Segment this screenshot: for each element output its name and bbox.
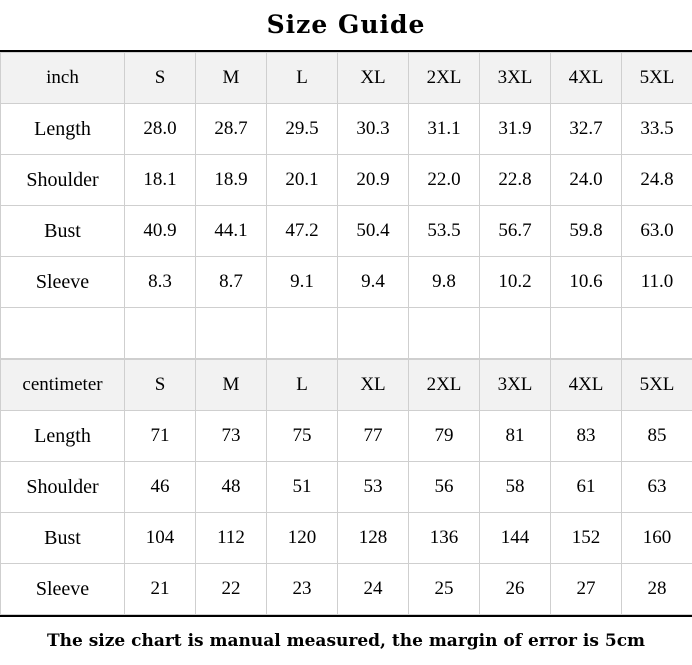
size-header-m: M	[196, 53, 267, 104]
table-row	[1, 462, 692, 513]
cell-bust-inch-5xl: 63.0	[622, 206, 692, 257]
cell-sleeve-cm-m: 22	[196, 564, 267, 615]
cell-bust-cm-l: 120	[267, 513, 338, 564]
centimeter-size-table	[0, 359, 692, 615]
cell-sleeve-cm-s: 21	[125, 564, 196, 615]
cell-shoulder-cm-2xl: 56	[409, 462, 480, 513]
cm-unit-label: centimeter	[1, 360, 125, 411]
cm-header-row	[1, 360, 692, 411]
cell-shoulder-inch-s: 18.1	[125, 155, 196, 206]
cell-bust-inch-s: 40.9	[125, 206, 196, 257]
cell-sleeve-inch-m: 8.7	[196, 257, 267, 308]
cm-size-header-2xl: 2XL	[409, 360, 480, 411]
cell-length-inch-m: 28.7	[196, 104, 267, 155]
row-label-sleeve-inch: Sleeve	[1, 257, 125, 308]
cell-shoulder-cm-s: 46	[125, 462, 196, 513]
cell-sleeve-cm-xl: 24	[338, 564, 409, 615]
size-header-4xl: 4XL	[551, 53, 622, 104]
inch-unit-label: inch	[1, 53, 125, 104]
table-row	[1, 411, 692, 462]
cell-length-inch-4xl: 32.7	[551, 104, 622, 155]
cell-sleeve-inch-xl: 9.4	[338, 257, 409, 308]
cell-bust-inch-xl: 50.4	[338, 206, 409, 257]
cell-bust-cm-4xl: 152	[551, 513, 622, 564]
cm-size-header-4xl: 4XL	[551, 360, 622, 411]
table-row	[1, 155, 692, 206]
cell-length-cm-l: 75	[267, 411, 338, 462]
cell-bust-inch-4xl: 59.8	[551, 206, 622, 257]
size-header-2xl: 2XL	[409, 53, 480, 104]
inch-header-row	[1, 53, 692, 104]
cell-sleeve-cm-l: 23	[267, 564, 338, 615]
cell-length-cm-m: 73	[196, 411, 267, 462]
cell-length-cm-4xl: 83	[551, 411, 622, 462]
inch-size-table	[0, 52, 692, 359]
row-label-shoulder-inch: Shoulder	[1, 155, 125, 206]
cell-length-cm-3xl: 81	[480, 411, 551, 462]
cell-shoulder-cm-l: 51	[267, 462, 338, 513]
cell-sleeve-cm-2xl: 25	[409, 564, 480, 615]
cell-sleeve-inch-l: 9.1	[267, 257, 338, 308]
cell-shoulder-inch-5xl: 24.8	[622, 155, 692, 206]
cm-size-header-l: L	[267, 360, 338, 411]
cell-length-cm-xl: 77	[338, 411, 409, 462]
cell-bust-cm-5xl: 160	[622, 513, 692, 564]
cell-shoulder-inch-2xl: 22.0	[409, 155, 480, 206]
cell-sleeve-inch-4xl: 10.6	[551, 257, 622, 308]
size-header-l: L	[267, 53, 338, 104]
cell-sleeve-inch-s: 8.3	[125, 257, 196, 308]
cell-length-cm-5xl: 85	[622, 411, 692, 462]
size-header-5xl: 5XL	[622, 53, 692, 104]
cm-size-header-m: M	[196, 360, 267, 411]
cell-bust-cm-2xl: 136	[409, 513, 480, 564]
cell-shoulder-inch-l: 20.1	[267, 155, 338, 206]
cell-sleeve-cm-4xl: 27	[551, 564, 622, 615]
cell-bust-inch-l: 47.2	[267, 206, 338, 257]
cell-sleeve-inch-5xl: 11.0	[622, 257, 692, 308]
size-header-s: S	[125, 53, 196, 104]
table-row	[1, 206, 692, 257]
table-row	[1, 104, 692, 155]
table-row	[1, 513, 692, 564]
cm-size-header-xl: XL	[338, 360, 409, 411]
row-label-length-inch: Length	[1, 104, 125, 155]
cell-bust-cm-s: 104	[125, 513, 196, 564]
cell-shoulder-cm-4xl: 61	[551, 462, 622, 513]
cell-sleeve-cm-3xl: 26	[480, 564, 551, 615]
row-label-shoulder-cm: Shoulder	[1, 462, 125, 513]
row-label-sleeve-cm: Sleeve	[1, 564, 125, 615]
cell-shoulder-cm-m: 48	[196, 462, 267, 513]
cell-length-cm-2xl: 79	[409, 411, 480, 462]
table-spacer-row	[1, 308, 692, 359]
cell-length-inch-l: 29.5	[267, 104, 338, 155]
table-row	[1, 564, 692, 615]
measurement-note: The size chart is manual measured, the margin of error is 5cm	[0, 615, 692, 665]
size-header-3xl: 3XL	[480, 53, 551, 104]
cell-shoulder-inch-4xl: 24.0	[551, 155, 622, 206]
cell-shoulder-inch-3xl: 22.8	[480, 155, 551, 206]
cell-length-inch-3xl: 31.9	[480, 104, 551, 155]
cell-shoulder-cm-3xl: 58	[480, 462, 551, 513]
size-tables	[0, 52, 692, 615]
page-title: Size Guide	[0, 0, 692, 52]
cell-bust-cm-xl: 128	[338, 513, 409, 564]
cell-bust-inch-m: 44.1	[196, 206, 267, 257]
cell-length-inch-2xl: 31.1	[409, 104, 480, 155]
cm-size-header-s: S	[125, 360, 196, 411]
cell-sleeve-inch-2xl: 9.8	[409, 257, 480, 308]
table-row	[1, 257, 692, 308]
cell-bust-cm-3xl: 144	[480, 513, 551, 564]
cell-sleeve-inch-3xl: 10.2	[480, 257, 551, 308]
row-label-bust-cm: Bust	[1, 513, 125, 564]
cm-size-header-5xl: 5XL	[622, 360, 692, 411]
size-header-xl: XL	[338, 53, 409, 104]
cell-shoulder-inch-xl: 20.9	[338, 155, 409, 206]
cell-bust-cm-m: 112	[196, 513, 267, 564]
cell-sleeve-cm-5xl: 28	[622, 564, 692, 615]
cell-length-inch-s: 28.0	[125, 104, 196, 155]
cell-bust-inch-3xl: 56.7	[480, 206, 551, 257]
cell-length-inch-xl: 30.3	[338, 104, 409, 155]
cell-shoulder-cm-xl: 53	[338, 462, 409, 513]
cell-length-inch-5xl: 33.5	[622, 104, 692, 155]
row-label-bust-inch: Bust	[1, 206, 125, 257]
cm-size-header-3xl: 3XL	[480, 360, 551, 411]
row-label-length-cm: Length	[1, 411, 125, 462]
cell-bust-inch-2xl: 53.5	[409, 206, 480, 257]
cell-shoulder-cm-5xl: 63	[622, 462, 692, 513]
cell-length-cm-s: 71	[125, 411, 196, 462]
cell-shoulder-inch-m: 18.9	[196, 155, 267, 206]
